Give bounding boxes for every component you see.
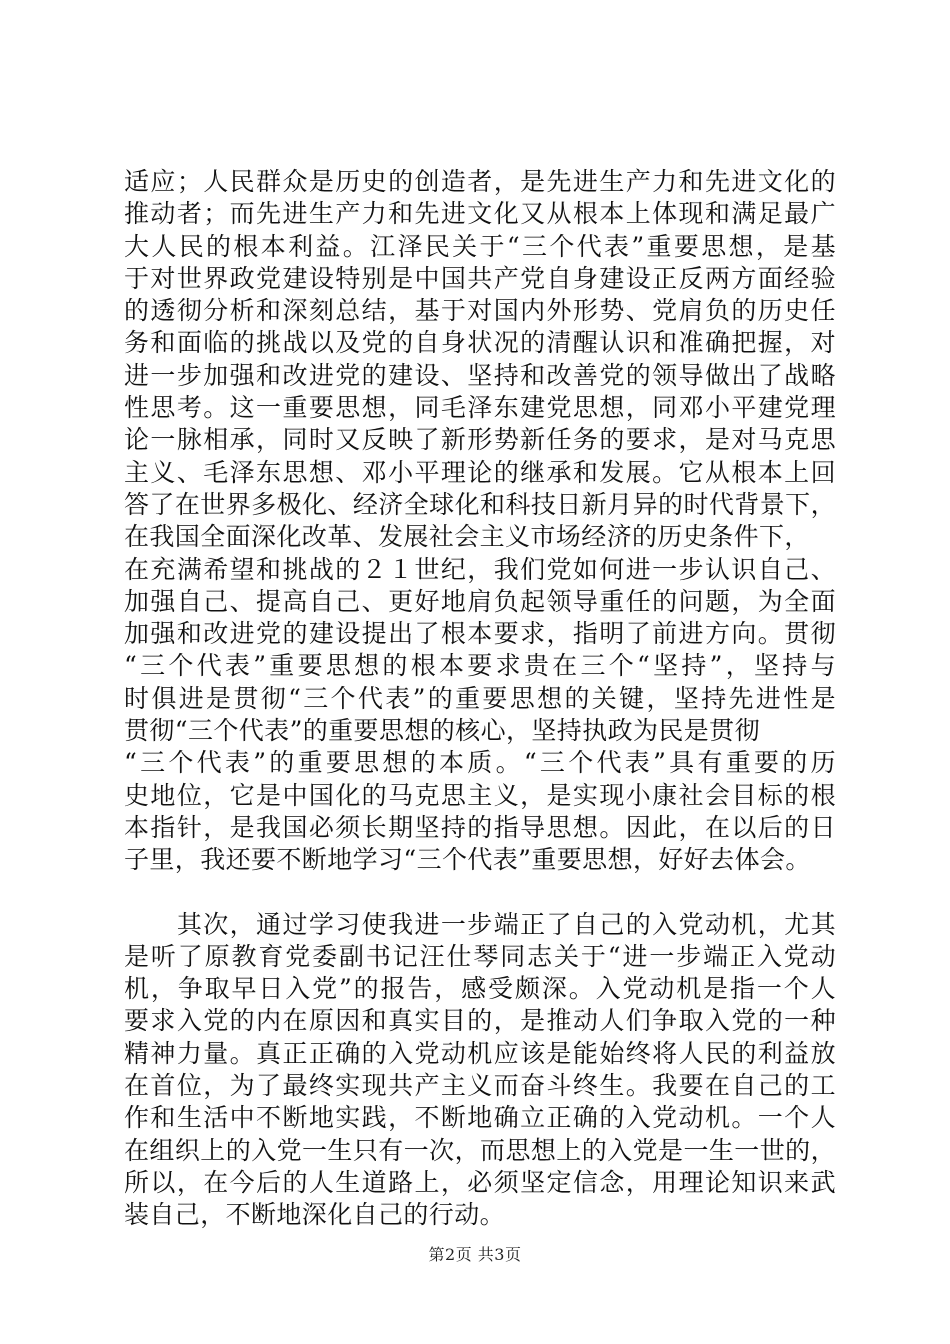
text-line: 加强自己、提高自己、更好地肩负起领导重任的问题，为全面: [124, 586, 836, 616]
text-line: 精神力量。真正正确的入党动机应该是能始终将人民的利益放: [124, 1038, 836, 1068]
text-line: “三个代表”重要思想的根本要求贵在三个“坚持”，坚持与: [124, 651, 836, 681]
text-line: 主义、毛泽东思想、邓小平理论的继承和发展。它从根本上回: [124, 457, 836, 487]
text-line: 在我国全面深化改革、发展社会主义市场经济的历史条件下，: [124, 522, 810, 552]
text-line: 答了在世界多极化、经济全球化和科技日新月异的时代背景下，: [124, 489, 836, 519]
text-line: 在首位，为了最终实现共产主义而奋斗终生。我要在自己的工: [124, 1071, 836, 1101]
text-line: 是听了原教育党委副书记汪仕琴同志关于“进一步端正入党动: [124, 941, 836, 971]
text-line: 性思考。这一重要思想，同毛泽东建党思想，同邓小平建党理: [124, 393, 836, 423]
paragraph: [124, 166, 836, 877]
paragraph: [124, 909, 836, 1232]
text-line: 装自己，不断地深化自己的行动。: [124, 1200, 506, 1230]
text-line: 要求入党的内在原因和真实目的，是推动人们争取入党的一种: [124, 1006, 836, 1036]
text-line: 论一脉相承，同时又反映了新形势新任务的要求，是对马克思: [124, 425, 836, 455]
text-line: 适应；人民群众是历史的创造者，是先进生产力和先进文化的: [124, 167, 836, 196]
text-line: 本指针，是我国必须长期坚持的指导思想。因此，在以后的日: [124, 812, 836, 842]
text-line: “三个代表”的重要思想的本质。“三个代表”具有重要的历: [124, 748, 836, 778]
page-number-footer: 第2页 共3页: [428, 1245, 522, 1264]
text-line: 于对世界政党建设特别是中国共产党自身建设正反两方面经验: [124, 263, 836, 293]
document-body: [124, 166, 836, 1232]
text-line: 加强和改进党的建设提出了根本要求，指明了前进方向。贯彻: [124, 619, 836, 649]
text-line: 贯彻“三个代表”的重要思想的核心，坚持执政为民是贯彻: [124, 716, 760, 746]
text-line: 进一步加强和改进党的建设、坚持和改善党的领导做出了战略: [124, 360, 836, 390]
text-line: 在充满希望和挑战的２１世纪，我们党如何进一步认识自己、: [124, 554, 836, 584]
paragraph-spacer: [124, 877, 836, 909]
text-line: 史地位，它是中国化的马克思主义，是实现小康社会目标的根: [124, 780, 836, 810]
text-line: 其次，通过学习使我进一步端正了自己的入党动机，尤其: [124, 909, 836, 939]
text-line: 的透彻分析和深刻总结，基于对国内外形势、党肩负的历史任: [124, 296, 836, 326]
text-line: 作和生活中不断地实践，不断地确立正确的入党动机。一个人: [124, 1103, 836, 1133]
text-line: 务和面临的挑战以及党的自身状况的清醒认识和准确把握，对: [124, 328, 836, 358]
text-line: 大人民的根本利益。江泽民关于“三个代表”重要思想，是基: [124, 231, 836, 261]
text-line: 所以，在今后的人生道路上，必须坚定信念，用理论知识来武: [124, 1167, 836, 1197]
text-line: 推动者；而先进生产力和先进文化又从根本上体现和满足最广: [124, 199, 836, 229]
text-line: 子里，我还要不断地学习“三个代表”重要思想，好好去体会。: [124, 845, 811, 875]
text-line: 在组织上的入党一生只有一次，而思想上的入党是一生一世的，: [124, 1135, 836, 1165]
text-line: 时俱进是贯彻“三个代表”的重要思想的关键，坚持先进性是: [124, 683, 836, 713]
text-line: 机，争取早日入党”的报告，感受颇深。入党动机是指一个人: [124, 974, 836, 1004]
